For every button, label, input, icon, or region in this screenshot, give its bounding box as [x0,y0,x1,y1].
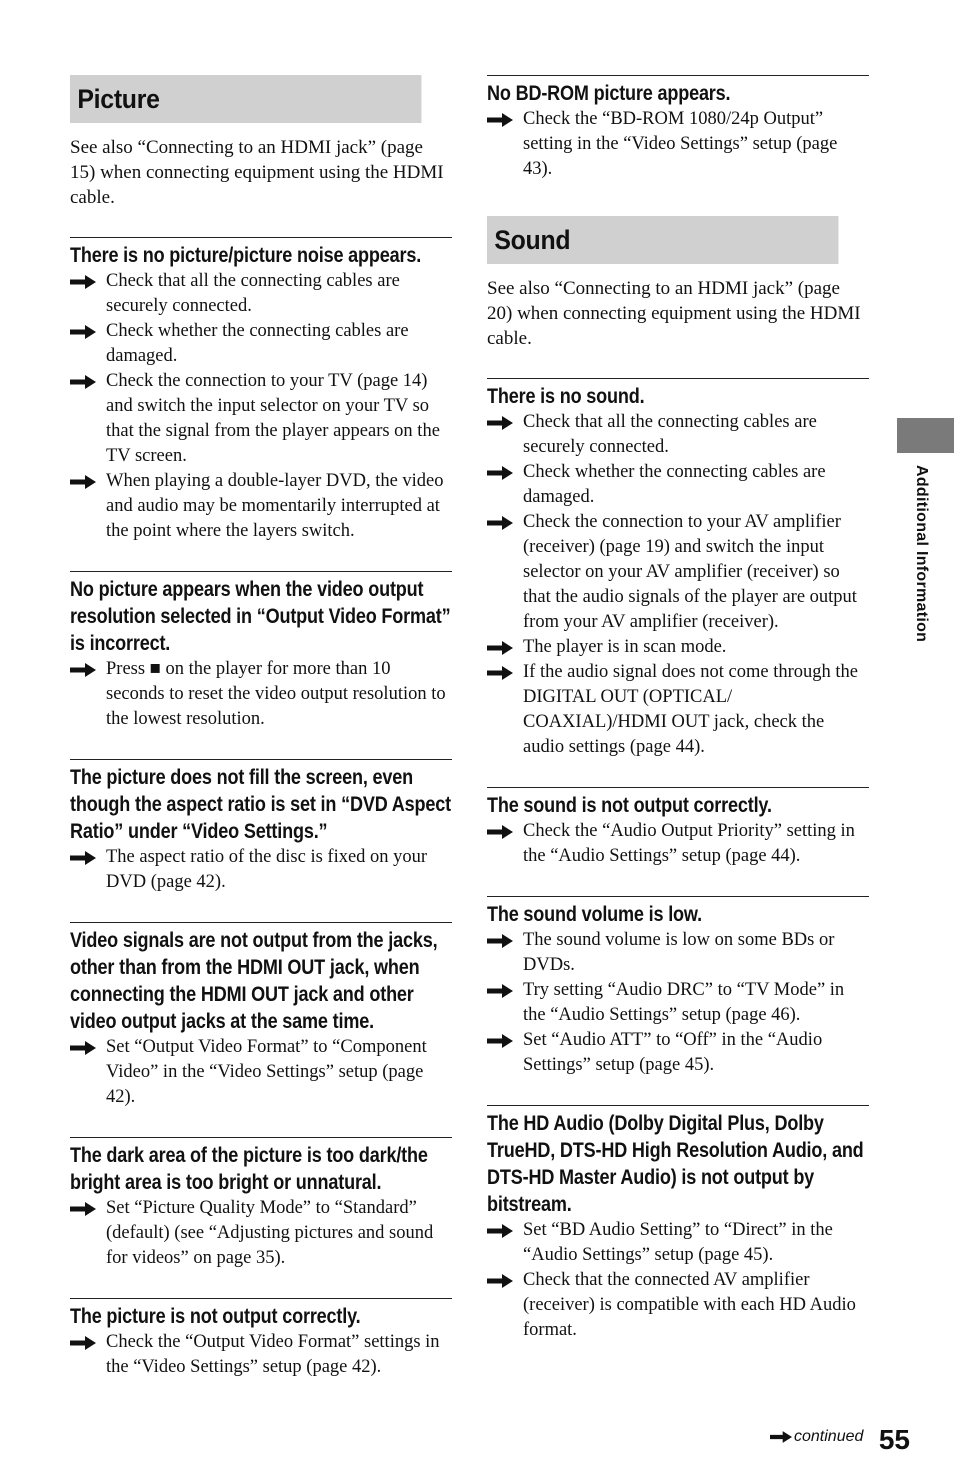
entry-heading: There is no picture/picture noise appears. [70,244,422,267]
entry-list [487,928,869,1078]
list-item [487,1028,869,1078]
entry-list [70,657,452,732]
list-item-text: Try setting “Audio DRC” to “TV Mode” in the “Audio Settings” setup (page 46). [523,980,845,1025]
arrow-right-icon [487,641,513,655]
troubleshooting-entry [487,787,869,869]
entry-list [70,269,452,544]
list-item [487,510,869,635]
troubleshooting-entry [70,759,452,895]
section-tab-marker [897,418,954,453]
section-intro-sound: See also “Connecting to an HDMI jack” (page 20) when connecting equipment using the HDMI cable. [487,278,861,349]
arrow-right-icon [70,663,96,677]
entry-list [487,107,869,182]
arrow-right-icon [487,666,513,680]
list-item [70,369,452,469]
troubleshooting-entry [487,75,869,182]
list-item-text: Set “BD Audio Setting” to “Direct” in the “Audio Settings” setup (page 45). [523,1220,833,1265]
entry-heading: The sound is not output correctly. [487,794,772,817]
list-item-text: Check the connection to your AV amplifier (receiver) (page 19) and switch the input selector on your AV amplifier (receiver) so that the audio signals of the player are output from your AV amplifier (receiver). [523,512,857,632]
arrow-right-icon [487,416,513,430]
entry-heading: The picture is not output correctly. [70,1305,361,1328]
troubleshooting-entry [487,378,869,760]
troubleshooting-entry [70,1137,452,1271]
list-item-text: Check the “Output Video Format” settings in the “Video Settings” setup (page 42). [106,1332,440,1377]
page-number: 55 [878,1424,910,1455]
list-item [487,1268,869,1343]
list-item [70,1196,452,1271]
continued-note [770,1428,863,1446]
troubleshooting-entry [487,1105,869,1343]
list-item-text: Check that all the connecting cables are securely connected. [523,412,817,457]
arrow-right-icon [487,934,513,948]
troubleshooting-entry [70,1298,452,1380]
entry-list [70,1330,452,1380]
list-item [487,107,869,182]
entry-list [70,1035,452,1110]
list-item [70,1035,452,1110]
list-item [70,269,452,319]
list-item [487,660,869,760]
list-item [70,657,452,732]
entry-heading: No BD-ROM picture appears. [487,82,731,105]
list-item [70,319,452,369]
list-item [487,1218,869,1268]
list-item [487,978,869,1028]
list-item-text: Set “Output Video Format” to “Component Video” in the “Video Settings” setup (page 42). [106,1037,427,1107]
list-item-text: Press ■ on the player for more than 10 seconds to reset the video output resolution to the lowest resolution. [106,659,446,729]
arrow-right-icon [70,851,96,865]
list-item [70,845,452,895]
entry-heading: The HD Audio (Dolby Digital Plus, Dolby TrueHD, DTS-HD High Resolution Audio, and DTS-HD Master Audio) is not output by bitstream. [487,1112,864,1216]
list-item [70,469,452,544]
entry-heading: The picture does not fill the screen, even though the aspect ratio is set in “DVD Aspect Ratio” under “Video Settings.” [70,766,451,843]
list-item-text: Check whether the connecting cables are damaged. [523,462,826,507]
continued-text: continued [794,1428,864,1445]
arrow-right-icon [487,984,513,998]
list-item-text: Set “Picture Quality Mode” to “Standard” (default) (see “Adjusting pictures and sound for videos” on page 35). [106,1198,434,1268]
entry-list [487,1218,869,1343]
arrow-right-icon [487,113,513,127]
entry-list [487,819,869,869]
arrow-right-icon [70,1202,96,1216]
list-item-text: When playing a double-layer DVD, the video and audio may be momentarily interrupted at the point where the layers switch. [106,471,444,541]
list-item-text: Check the “Audio Output Priority” setting in the “Audio Settings” setup (page 44). [523,821,855,866]
list-item [487,819,869,869]
list-item [487,410,869,460]
picture-entries [70,237,452,1380]
arrow-right-icon [70,1336,96,1350]
list-item [487,928,869,978]
troubleshooting-entry [70,237,452,544]
arrow-right-icon [487,1274,513,1288]
list-item-text: The aspect ratio of the disc is fixed on your DVD (page 42). [106,847,428,892]
arrow-right-icon [70,275,96,289]
right-column [487,75,869,1343]
arrow-right-icon [487,1034,513,1048]
section-heading-picture: Picture [70,75,421,123]
entry-heading: The sound volume is low. [487,903,702,926]
entry-list [70,845,452,895]
troubleshooting-entry [70,922,452,1110]
section-intro-picture: See also “Connecting to an HDMI jack” (page 15) when connecting equipment using the HDMI cable. [70,137,444,208]
arrow-right-icon [487,825,513,839]
list-item [487,460,869,510]
list-item-text: If the audio signal does not come through the DIGITAL OUT (OPTICAL/ COAXIAL)/HDMI OUT jack, check the audio settings (page 44). [523,662,858,757]
arrow-right-icon [70,375,96,389]
side-tab-label: Additional Information [913,465,930,643]
sound-entries [487,378,869,1343]
list-item-text: Set “Audio ATT” to “Off” in the “Audio Settings” setup (page 45). [523,1030,823,1075]
entry-list [487,410,869,760]
list-item [70,1330,452,1380]
arrow-right-icon [70,475,96,489]
entry-heading: The dark area of the picture is too dark/the bright area is too bright or unnatural. [70,1144,428,1194]
list-item-text: Check that the connected AV amplifier (receiver) is compatible with each HD Audio format. [523,1270,856,1340]
arrow-right-icon [70,325,96,339]
list-item-text: Check whether the connecting cables are damaged. [106,321,409,366]
list-item-text: Check that all the connecting cables are securely connected. [106,271,400,316]
arrow-right-icon [487,516,513,530]
list-item-text: Check the “BD-ROM 1080/24p Output” setting in the “Video Settings” setup (page 43). [523,109,838,179]
entry-heading: Video signals are not output from the jacks, other than from the HDMI OUT jack, when connecting the HDMI OUT jack and other video output jacks at the same time. [70,929,438,1033]
arrow-right-icon [487,1224,513,1238]
entry-list [70,1196,452,1271]
list-item-text: Check the connection to your TV (page 14) and switch the input selector on your TV so that the signal from the player appears on the TV screen. [106,371,440,466]
arrow-right-icon [70,1041,96,1055]
arrow-right-icon [487,466,513,480]
arrow-right-icon [770,1431,792,1443]
continued-picture-entry [487,75,869,182]
troubleshooting-entry [70,571,452,732]
entry-heading: No picture appears when the video output resolution selected in “Output Video Format” is incorrect. [70,578,451,655]
list-item [487,635,869,660]
list-item-text: The sound volume is low on some BDs or DVDs. [523,930,835,975]
list-item-text: The player is in scan mode. [523,637,727,657]
left-column [70,75,452,1380]
section-heading-sound: Sound [487,216,838,264]
entry-heading: There is no sound. [487,385,645,408]
troubleshooting-entry [487,896,869,1078]
